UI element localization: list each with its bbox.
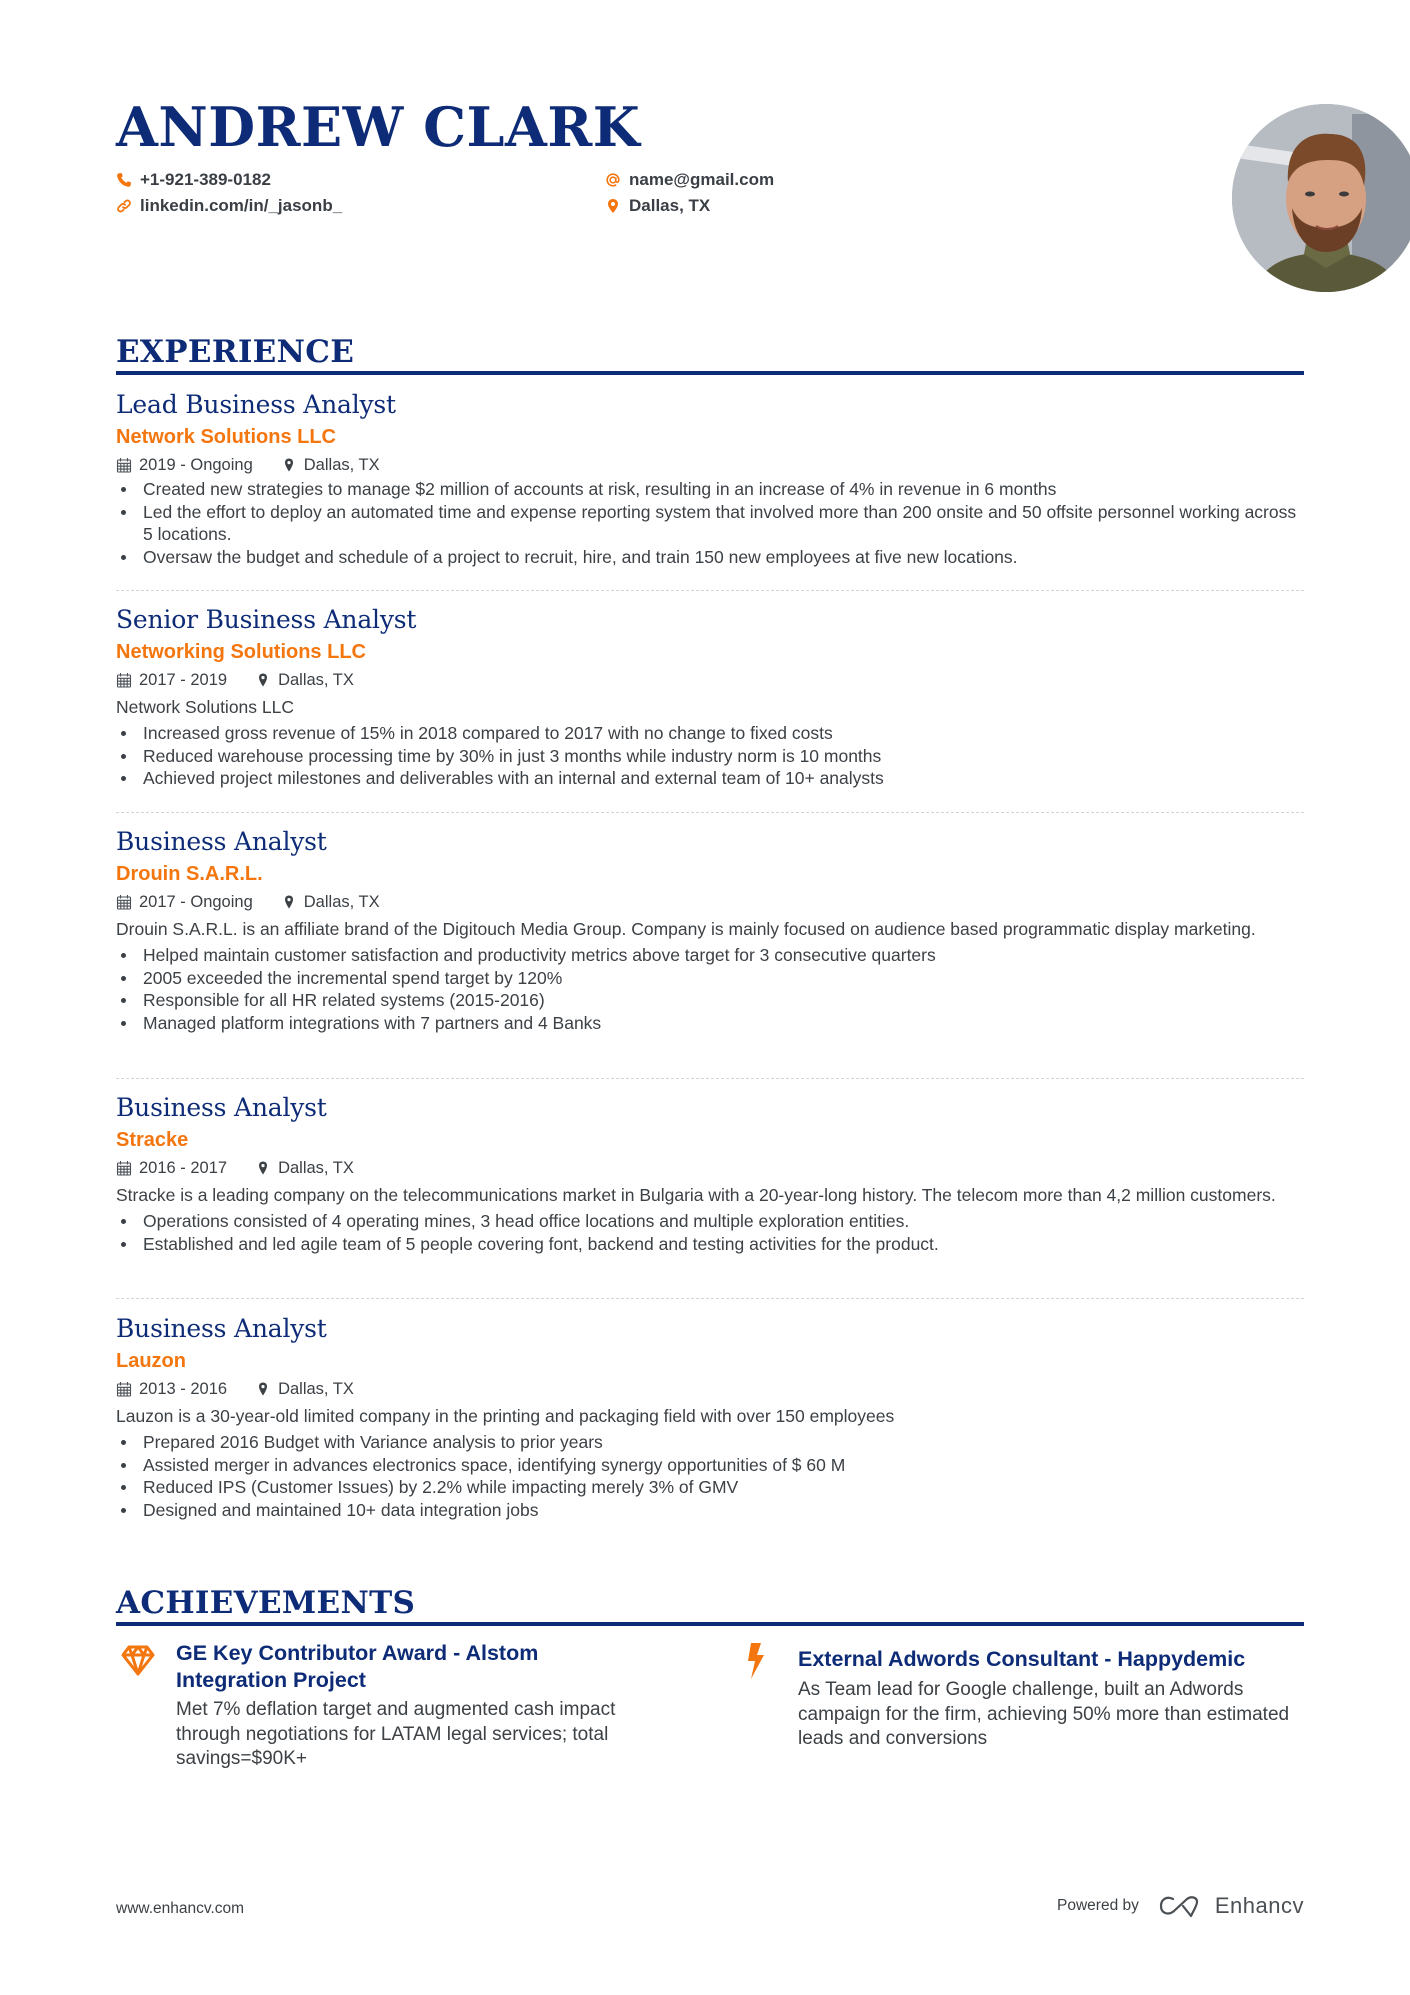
entry-divider <box>116 812 1304 813</box>
contact-linkedin <box>116 196 342 216</box>
job-meta <box>116 1155 1304 1181</box>
entry-divider <box>116 1298 1304 1299</box>
bullet-item: Increased gross revenue of 15% in 2018 compared to 2017 with no change to fixed costs <box>116 722 1304 745</box>
company-name: Networking Solutions LLC <box>116 641 366 663</box>
company-name: Network Solutions LLC <box>116 426 336 448</box>
experience-entry <box>116 388 1304 568</box>
map-pin-icon <box>281 457 297 473</box>
bullet-item: Reduced warehouse processing time by 30% in just 3 months while industry norm is 10 months <box>116 745 1304 768</box>
bullet-item: Reduced IPS (Customer Issues) by 2.2% while impacting merely 3% of GMV <box>116 1476 1304 1499</box>
link-icon <box>116 198 132 214</box>
map-pin-icon <box>255 1381 271 1397</box>
job-dates: 2017 - Ongoing <box>116 889 253 915</box>
experience-entry <box>116 825 1304 1034</box>
bullet-item: Established and led agile team of 5 people covering font, backend and testing activities for the product. <box>116 1233 1304 1256</box>
job-bullets <box>116 478 1304 568</box>
powered-by-label: Powered by <box>1057 1897 1139 1914</box>
achievement-item <box>116 1640 696 1790</box>
bullet-item: 2005 exceeded the incremental spend target by 120% <box>116 967 1304 990</box>
job-location: Dallas, TX <box>255 667 354 693</box>
job-dates: 2017 - 2019 <box>116 667 227 693</box>
brand-name: Enhancv <box>1214 1893 1304 1918</box>
experience-entry <box>116 1312 1304 1521</box>
job-title: Lead Business Analyst <box>116 390 396 419</box>
job-dates: 2016 - 2017 <box>116 1155 227 1181</box>
bullet-item: Designed and maintained 10+ data integration jobs <box>116 1499 1304 1522</box>
job-dates: 2013 - 2016 <box>116 1376 227 1402</box>
job-bullets <box>116 944 1304 1034</box>
section-title-experience: EXPERIENCE <box>116 334 355 370</box>
phone-icon <box>116 172 132 188</box>
company-name: Drouin S.A.R.L. <box>116 863 263 885</box>
job-title: Business Analyst <box>116 1314 327 1343</box>
job-meta <box>116 1376 1304 1402</box>
bullet-item: Managed platform integrations with 7 partners and 4 Banks <box>116 1012 1304 1035</box>
enhancv-logo-icon <box>1159 1894 1205 1918</box>
job-bullets <box>116 1431 1304 1521</box>
bullet-item: Oversaw the budget and schedule of a project to recruit, hire, and train 150 new employees at five new locations. <box>116 546 1304 569</box>
achievement-description: As Team lead for Google challenge, built an Adwords campaign for the firm, achieving 50% more than estimated leads and conversions <box>798 1679 1290 1749</box>
job-location: Dallas, TX <box>255 1376 354 1402</box>
achievement-title: GE Key Contributor Award - Alstom Integration Project <box>176 1641 539 1692</box>
calendar-icon <box>116 894 132 910</box>
bullet-item: Achieved project milestones and deliverables with an internal and external team of 10+ analysts <box>116 767 1304 790</box>
section-divider <box>116 1622 1304 1626</box>
footer-website[interactable]: www.enhancv.com <box>116 1900 245 1917</box>
person-portrait-icon <box>1232 104 1410 292</box>
contact-email <box>605 170 774 190</box>
company-description: Stracke is a leading company on the telecommunications market in Bulgaria with a 20-year-long history. The telecom more than 4,2 million customers. <box>116 1185 1276 1205</box>
linkedin-text[interactable]: linkedin.com/in/_jasonb_ <box>140 196 343 215</box>
phone-text[interactable]: +1-921-389-0182 <box>140 170 271 189</box>
job-location: Dallas, TX <box>255 1155 354 1181</box>
bullet-item: Responsible for all HR related systems (2015-2016) <box>116 989 1304 1012</box>
company-name: Stracke <box>116 1129 189 1151</box>
enhancv-logo[interactable] <box>1159 1893 1304 1919</box>
bullet-item: Prepared 2016 Budget with Variance analysis to prior years <box>116 1431 1304 1454</box>
bullet-item: Assisted merger in advances electronics space, identifying synergy opportunities of $ 60 M <box>116 1454 1304 1477</box>
calendar-icon <box>116 1381 132 1397</box>
job-title: Business Analyst <box>116 827 327 856</box>
contact-phone <box>116 170 271 190</box>
experience-entry <box>116 1091 1304 1255</box>
map-pin-icon <box>255 1160 271 1176</box>
location-text: Dallas, TX <box>629 196 711 215</box>
job-dates: 2019 - Ongoing <box>116 452 253 478</box>
job-meta <box>116 452 1304 478</box>
job-meta <box>116 889 1304 915</box>
section-title-achievements: ACHIEVEMENTS <box>116 1585 416 1621</box>
entry-divider <box>116 590 1304 591</box>
bullet-item: Led the effort to deploy an automated time and expense reporting system that involved more than 200 onsite and 50 offsite personnel working across 5 locations. <box>116 501 1304 546</box>
profile-photo <box>1232 104 1410 292</box>
company-name: Lauzon <box>116 1350 186 1372</box>
job-location: Dallas, TX <box>281 889 380 915</box>
lightning-bolt-icon <box>742 1641 772 1681</box>
bullet-item: Operations consisted of 4 operating mines, 3 head office locations and multiple exploration entities. <box>116 1210 1304 1233</box>
bullet-item: Helped maintain customer satisfaction and productivity metrics above target for 3 consecutive quarters <box>116 944 1304 967</box>
entry-divider <box>116 1078 1304 1079</box>
company-description: Drouin S.A.R.L. is an affiliate brand of the Digitouch Media Group. Company is mainly focused on audience based programmatic display marketing. <box>116 919 1256 939</box>
company-description: Network Solutions LLC <box>116 697 294 717</box>
footer-powered-by <box>1057 1893 1304 1919</box>
contact-location <box>605 196 710 216</box>
map-pin-icon <box>255 672 271 688</box>
at-icon <box>605 172 621 188</box>
experience-entry <box>116 603 1304 790</box>
email-text[interactable]: name@gmail.com <box>629 170 775 189</box>
job-meta <box>116 667 1304 693</box>
bullet-item: Created new strategies to manage $2 million of accounts at risk, resulting in an increase of 4% in revenue in 6 months <box>116 478 1304 501</box>
map-pin-icon <box>281 894 297 910</box>
map-pin-icon <box>605 198 621 214</box>
job-bullets <box>116 722 1304 790</box>
achievement-item <box>738 1640 1304 1790</box>
diamond-icon <box>120 1642 156 1678</box>
job-bullets <box>116 1210 1304 1255</box>
achievement-title: External Adwords Consultant - Happydemic <box>798 1647 1246 1671</box>
calendar-icon <box>116 457 132 473</box>
job-location: Dallas, TX <box>281 452 380 478</box>
calendar-icon <box>116 1160 132 1176</box>
achievement-description: Met 7% deflation target and augmented cash impact through negotiations for LATAM legal services; total savings=$90K+ <box>176 1699 616 1769</box>
calendar-icon <box>116 672 132 688</box>
section-divider <box>116 371 1304 375</box>
company-description: Lauzon is a 30-year-old limited company in the printing and packaging field with over 150 employees <box>116 1406 895 1426</box>
job-title: Senior Business Analyst <box>116 605 417 634</box>
candidate-name: ANDREW CLARK <box>116 95 641 159</box>
job-title: Business Analyst <box>116 1093 327 1122</box>
resume-page <box>116 0 1304 1995</box>
